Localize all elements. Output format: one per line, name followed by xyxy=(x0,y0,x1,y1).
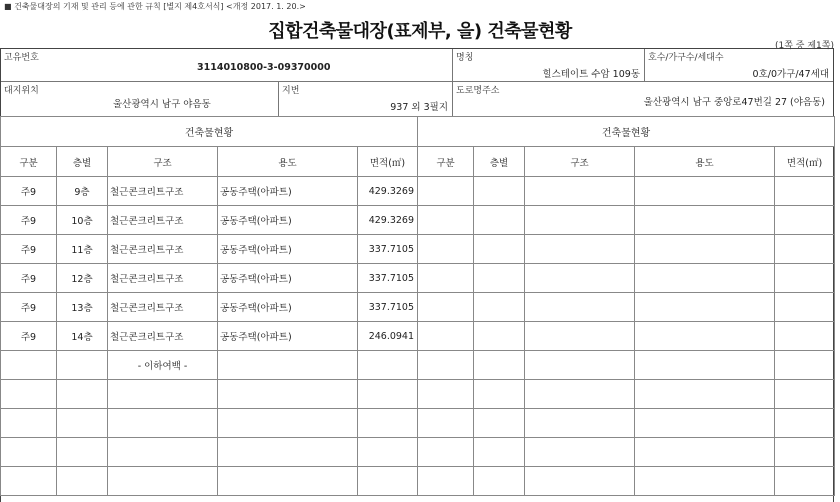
cell-area: 429.3269 xyxy=(358,177,418,206)
col-header-floor: 층별 xyxy=(57,147,108,177)
cell-floor: 10층 xyxy=(57,206,108,235)
cell-area: 337.7105 xyxy=(358,293,418,322)
cell-use: 공동주택(아파트) xyxy=(218,206,358,235)
end-marker-row xyxy=(1,351,835,380)
units-label: 호수/가구수/세대수 xyxy=(648,53,724,63)
cell-area: 337.7105 xyxy=(358,264,418,293)
cell-type: 주9 xyxy=(1,177,57,206)
cell-type: 주9 xyxy=(1,322,57,351)
cell-use: 공동주택(아파트) xyxy=(218,235,358,264)
table-row xyxy=(1,206,835,235)
cell-floor: 11층 xyxy=(57,235,108,264)
cell-use: 공동주택(아파트) xyxy=(218,264,358,293)
cell-use: 공동주택(아파트) xyxy=(218,322,358,351)
units-value: 0호/0가구/47세대 xyxy=(752,69,829,80)
section-title-right: 건축물현황 xyxy=(418,117,835,147)
id-label: 고유번호 xyxy=(4,53,39,63)
site-label: 대지위치 xyxy=(4,86,39,96)
building-status-table xyxy=(0,116,835,496)
cell-use: 공동주택(아파트) xyxy=(218,293,358,322)
end-marker: - 이하여백 - xyxy=(108,351,218,380)
cell-type: 주9 xyxy=(1,264,57,293)
section-title-left: 건축물현황 xyxy=(1,117,418,147)
road-address-value: 울산광역시 남구 중앙로47번길 27 (야음동) xyxy=(643,97,825,108)
form-regulation-note: ■ 건축물대장의 기재 및 관리 등에 관한 규칙 [별지 제4호서식] <개정 2017. 1. 20.> xyxy=(4,2,306,11)
cell-floor: 12층 xyxy=(57,264,108,293)
col-header-structure: 구조 xyxy=(108,147,218,177)
cell-floor: 13층 xyxy=(57,293,108,322)
empty-row xyxy=(1,467,835,496)
cell-floor: 14층 xyxy=(57,322,108,351)
name-label: 명칭 xyxy=(456,53,474,63)
col-header-use: 용도 xyxy=(635,147,775,177)
cell-structure: 철근콘크리트구조 xyxy=(108,322,218,351)
empty-row xyxy=(1,409,835,438)
cell-area: 246.0941 xyxy=(358,322,418,351)
name-cell xyxy=(453,49,645,82)
cell-structure: 철근콘크리트구조 xyxy=(108,293,218,322)
cell-floor: 9층 xyxy=(57,177,108,206)
cell-structure: 철근콘크리트구조 xyxy=(108,206,218,235)
col-header-area: 면적(㎡) xyxy=(358,147,418,177)
table-row xyxy=(1,322,835,351)
col-header-use: 용도 xyxy=(218,147,358,177)
site-value: 울산광역시 남구 야음동 xyxy=(113,99,211,110)
id-value: 3114010800-3-09370000 xyxy=(197,62,331,73)
lot-label: 지번 xyxy=(282,86,300,96)
cell-use: 공동주택(아파트) xyxy=(218,177,358,206)
col-header-type: 구분 xyxy=(1,147,57,177)
table-row xyxy=(1,264,835,293)
table-row xyxy=(1,293,835,322)
cell-area: 337.7105 xyxy=(358,235,418,264)
road-address-label: 도로명주소 xyxy=(456,86,500,96)
cell-type: 주9 xyxy=(1,235,57,264)
page-title: 집합건축물대장(표제부, 을) 건축물현황 xyxy=(268,21,572,42)
empty-row xyxy=(1,380,835,409)
cell-type: 주9 xyxy=(1,293,57,322)
empty-row xyxy=(1,438,835,467)
cell-type: 주9 xyxy=(1,206,57,235)
page-indicator: (1쪽 중 제1쪽) xyxy=(775,41,834,51)
col-header-area: 면적(㎡) xyxy=(775,147,835,177)
cell-structure: 철근콘크리트구조 xyxy=(108,235,218,264)
lot-cell xyxy=(279,82,453,117)
cell-structure: 철근콘크리트구조 xyxy=(108,264,218,293)
id-cell xyxy=(1,49,453,82)
table-row xyxy=(1,177,835,206)
col-header-type: 구분 xyxy=(418,147,474,177)
cell-structure: 철근콘크리트구조 xyxy=(108,177,218,206)
site-cell xyxy=(1,82,279,117)
col-header-floor: 층별 xyxy=(474,147,525,177)
lot-value: 937 외 3필지 xyxy=(390,102,448,113)
cell-area: 429.3269 xyxy=(358,206,418,235)
table-row xyxy=(1,235,835,264)
name-value: 힐스테이트 수암 109동 xyxy=(542,69,640,80)
road-address-cell xyxy=(453,82,833,117)
col-header-structure: 구조 xyxy=(525,147,635,177)
units-cell xyxy=(645,49,833,82)
